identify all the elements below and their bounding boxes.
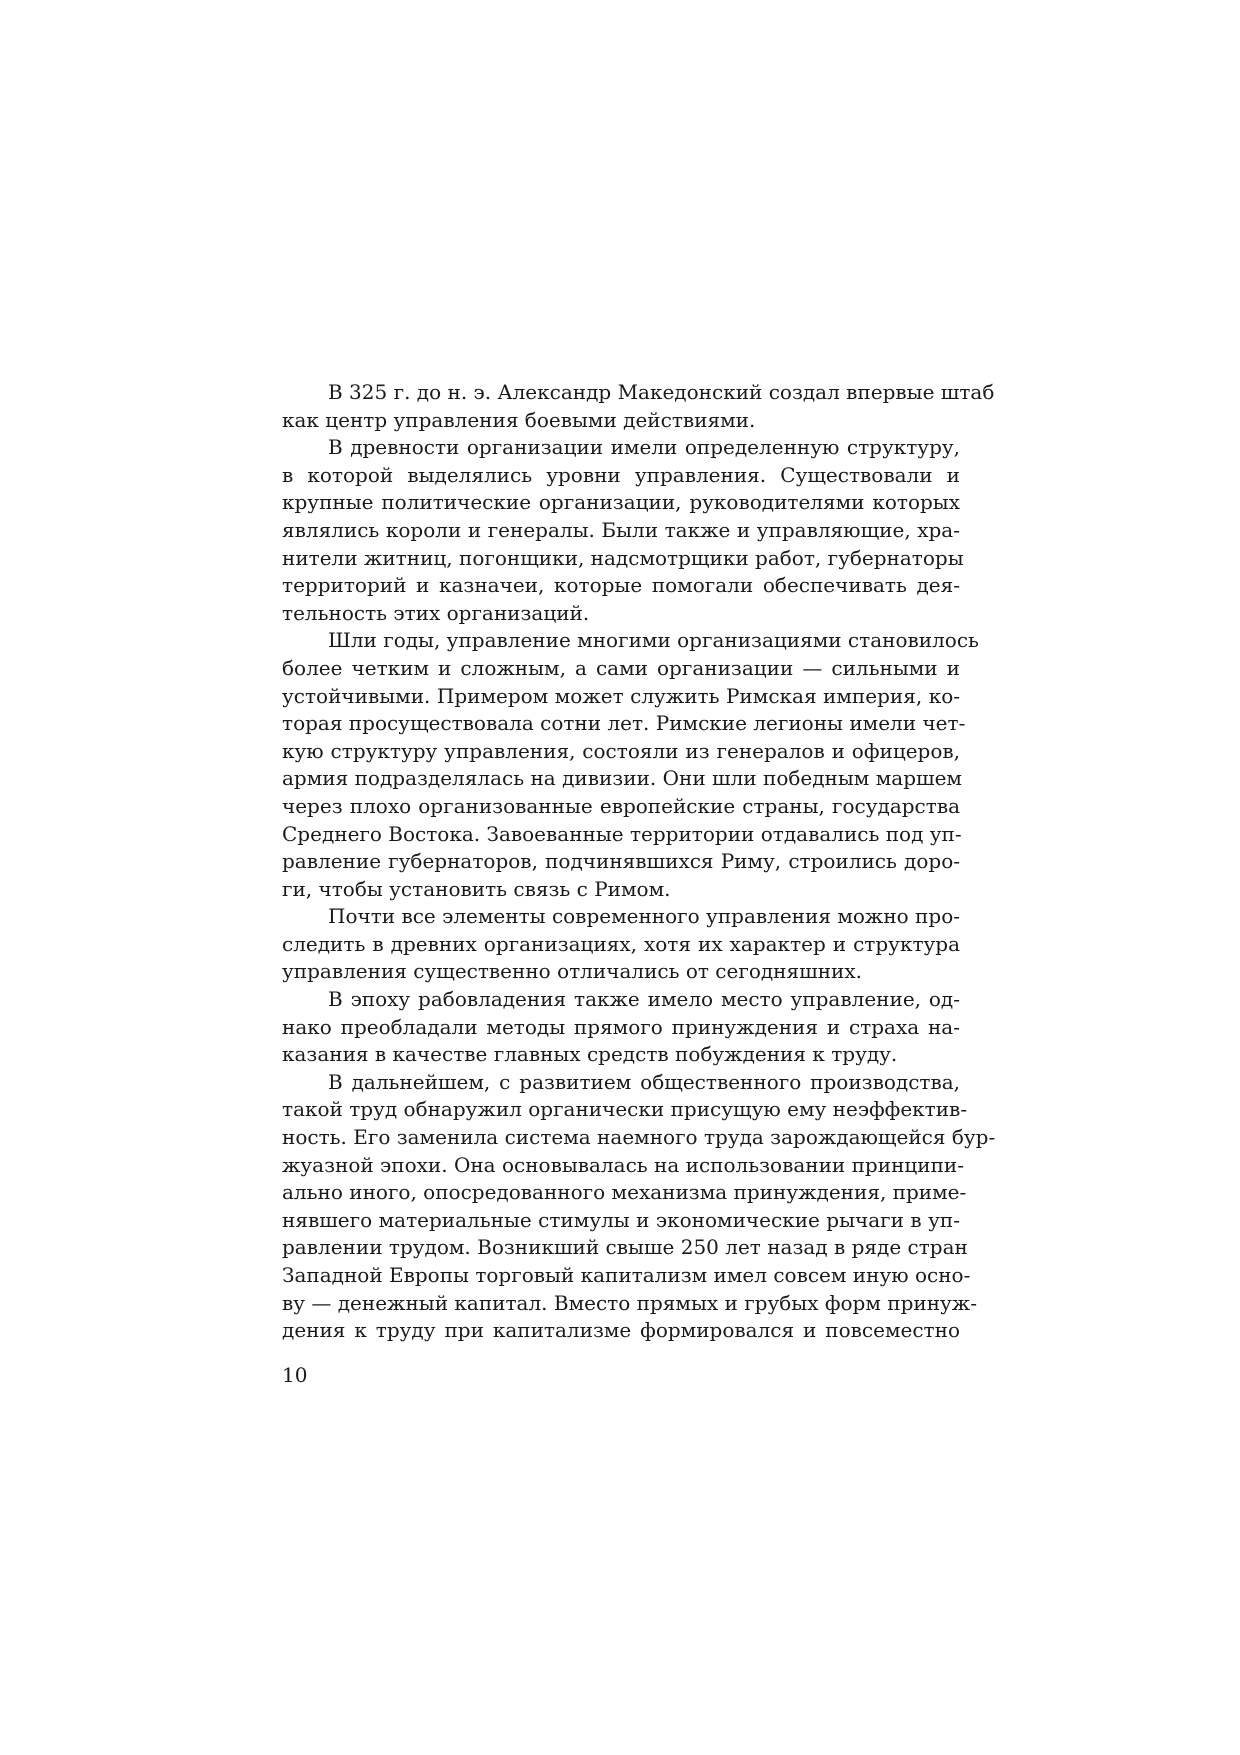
text-line: равление губернаторов, подчинявшихся Риму, строились доро- xyxy=(282,849,960,874)
text-line: являлись короли и генералы. Были также и управляющие, хра- xyxy=(282,517,960,542)
text-line: тельность этих организаций. xyxy=(282,600,590,625)
paragraph xyxy=(282,986,960,1069)
text-line: более четким и сложным, а сами организации — сильными и xyxy=(282,655,960,680)
text-line: ность. Его заменила система наемного труда зарождающейся бур- xyxy=(282,1125,996,1150)
paragraph xyxy=(282,434,964,627)
text-line: армия подразделялась на дивизии. Они шли победным маршем xyxy=(282,766,962,791)
text-line: Западной Европы торговый капитализм имел совсем иную осно- xyxy=(282,1263,971,1287)
text-line: территорий и казначеи, которые помогали обеспечивать дея- xyxy=(282,573,960,598)
text-line: следить в древних организациях, хотя их характер и структура xyxy=(282,931,960,956)
text-line: как центр управления боевыми действиями. xyxy=(282,407,756,432)
paragraph xyxy=(282,379,995,434)
text-line: В дальнейшем, с развитием общественного производства, xyxy=(328,1069,960,1094)
text-line: торая просуществовала сотни лет. Римские легионы имели чет- xyxy=(282,711,966,736)
text-line: нако преобладали методы прямого принуждения и страха на- xyxy=(282,1014,960,1039)
text-line: через плохо организованные европейские страны, государства xyxy=(282,793,960,818)
paragraph xyxy=(282,903,960,986)
text-line: казания в качестве главных средств побуждения к труду. xyxy=(282,1042,898,1067)
page-number: 10 xyxy=(282,1363,308,1387)
text-line: устойчивыми. Примером может служить Римская империя, ко- xyxy=(282,683,960,708)
text-line: В древности организации имели определенную структуру, xyxy=(328,435,960,460)
text-line: нители житниц, погонщики, надсмотрщики работ, губернаторы xyxy=(282,545,964,570)
text-line: Почти все элементы современного управления можно про- xyxy=(328,904,960,929)
text-line: Шли годы, управление многими организациями становилось xyxy=(328,628,979,653)
text-line: ву — денежный капитал. Вместо прямых и грубых форм принуж- xyxy=(282,1290,977,1315)
text-line: такой труд обнаружил органически присущую ему неэффектив- xyxy=(282,1097,968,1122)
text-line: ально иного, опосредованного механизма принуждения, приме- xyxy=(282,1180,967,1205)
text-line: кую структуру управления, состояли из генералов и офицеров, xyxy=(282,738,960,763)
paragraph xyxy=(282,627,979,903)
text-line: равлении трудом. Возникший свыше 250 лет назад в ряде стран xyxy=(282,1235,968,1260)
text-line: крупные политические организации, руководителями которых xyxy=(282,490,960,515)
text-line: управления существенно отличались от сегодняшних. xyxy=(282,959,863,984)
text-line: нявшего материальные стимулы и экономические рычаги в уп- xyxy=(282,1207,960,1232)
text-line: жуазной эпохи. Она основывалась на использовании принципи- xyxy=(282,1152,965,1177)
text-line: ги, чтобы установить связь с Римом. xyxy=(282,876,671,901)
text-line: в которой выделялись уровни управления. Существовали и xyxy=(282,462,960,487)
body-text xyxy=(282,379,996,1345)
text-line: дения к труду при капитализме формировался и повсеместно xyxy=(282,1318,960,1343)
text-line: В эпоху рабовладения также имело место управление, од- xyxy=(328,987,960,1012)
text-line: Среднего Востока. Завоеванные территории отдавались под уп- xyxy=(282,821,962,846)
text-line: В 325 г. до н. э. Александр Македонский создал впервые штаб xyxy=(328,380,995,404)
paragraph xyxy=(282,1069,996,1345)
